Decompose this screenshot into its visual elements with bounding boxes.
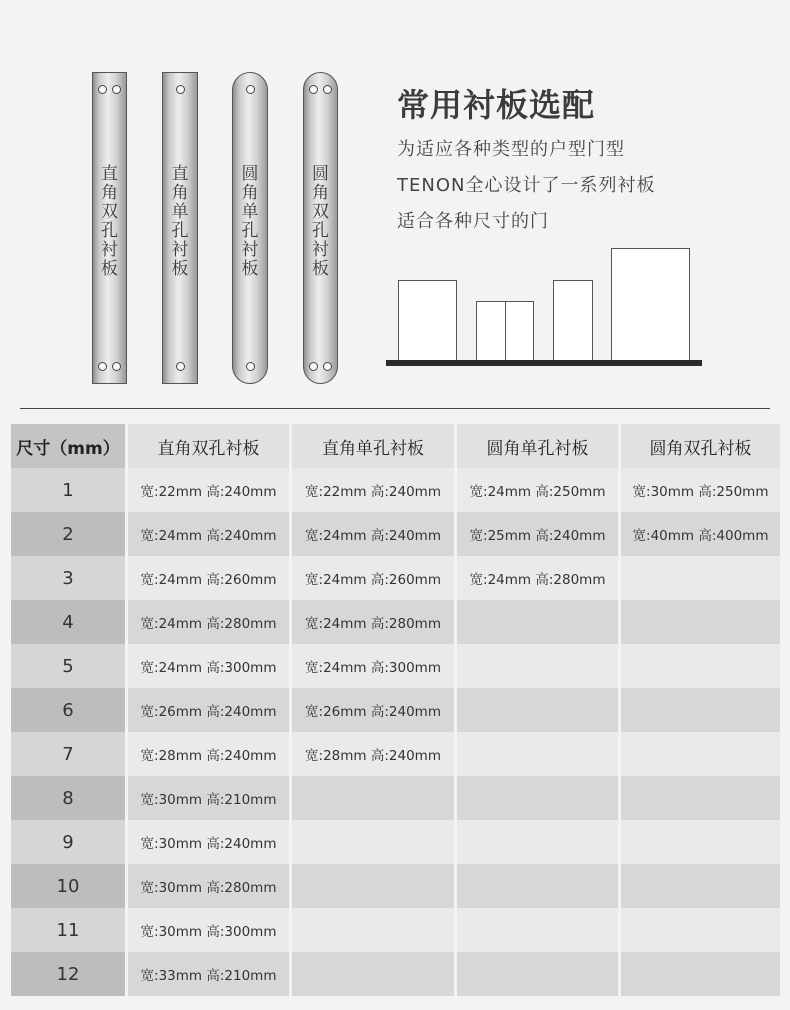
table-row: [11, 732, 780, 776]
table-cell: 宽:30mm 高:300mm: [128, 908, 292, 952]
table-cell: [292, 864, 457, 908]
hole-icon: [246, 362, 255, 371]
row-size-number: 1: [11, 468, 128, 512]
hole-icon: [323, 362, 332, 371]
table-cell: [457, 864, 621, 908]
table-row: [11, 600, 780, 644]
table-cell: 宽:24mm 高:280mm: [292, 600, 457, 644]
hole-icon: [98, 85, 107, 94]
table-cell: 宽:24mm 高:300mm: [128, 644, 292, 688]
table-cell: [457, 688, 621, 732]
description-line: 适合各种尺寸的门: [397, 211, 549, 232]
row-size-number: 3: [11, 556, 128, 600]
hole-icon: [309, 362, 318, 371]
plate-label: 圆 角 单 孔 衬 板: [241, 164, 259, 279]
table-cell: 宽:25mm 高:240mm: [457, 512, 621, 556]
table-cell: 宽:30mm 高:210mm: [128, 776, 292, 820]
table-cell: 宽:24mm 高:250mm: [457, 468, 621, 512]
table-cell: [457, 600, 621, 644]
door-illustration-double-left: [476, 301, 506, 362]
table-cell: [292, 952, 457, 996]
table-cell: [621, 644, 780, 688]
table-cell: 宽:26mm 高:240mm: [128, 688, 292, 732]
row-size-number: 10: [11, 864, 128, 908]
table-row: [11, 512, 780, 556]
plate-label: 直 角 单 孔 衬 板: [171, 164, 189, 279]
table-cell: [621, 864, 780, 908]
row-size-number: 2: [11, 512, 128, 556]
description-line: 为适应各种类型的户型门型: [397, 139, 625, 160]
hole-icon: [176, 85, 185, 94]
table-row: [11, 644, 780, 688]
table-cell: 宽:26mm 高:240mm: [292, 688, 457, 732]
header-square-single: 直角单孔衬板: [292, 424, 457, 468]
table-cell: 宽:24mm 高:300mm: [292, 644, 457, 688]
table-cell: 宽:30mm 高:280mm: [128, 864, 292, 908]
table-cell: 宽:40mm 高:400mm: [621, 512, 780, 556]
plate-round-single: [232, 72, 268, 384]
hole-icon: [112, 362, 121, 371]
door-illustration-large: [611, 248, 690, 362]
row-size-number: 8: [11, 776, 128, 820]
header-size: 尺寸（mm）: [11, 424, 128, 468]
table-cell: 宽:28mm 高:240mm: [128, 732, 292, 776]
hole-icon: [309, 85, 318, 94]
header-round-double: 圆角双孔衬板: [621, 424, 780, 468]
table-cell: [457, 952, 621, 996]
hole-icon: [98, 362, 107, 371]
table-row: [11, 468, 780, 512]
table-cell: 宽:33mm 高:210mm: [128, 952, 292, 996]
row-size-number: 9: [11, 820, 128, 864]
plate-square-double: [92, 72, 127, 384]
table-header-row: [11, 424, 780, 468]
section-divider: [20, 408, 770, 409]
hole-icon: [246, 85, 255, 94]
plate-label: 圆 角 双 孔 衬 板: [312, 164, 329, 279]
door-illustration-medium: [553, 280, 593, 362]
table-row: [11, 556, 780, 600]
table-cell: [621, 952, 780, 996]
table-cell: [621, 688, 780, 732]
table-cell: 宽:30mm 高:250mm: [621, 468, 780, 512]
table-row: [11, 952, 780, 996]
table-cell: [457, 908, 621, 952]
row-size-number: 4: [11, 600, 128, 644]
row-size-number: 7: [11, 732, 128, 776]
table-cell: [621, 820, 780, 864]
table-cell: 宽:28mm 高:240mm: [292, 732, 457, 776]
table-cell: 宽:24mm 高:240mm: [292, 512, 457, 556]
plate-label: 直 角 双 孔 衬 板: [101, 164, 118, 279]
row-size-number: 11: [11, 908, 128, 952]
row-size-number: 12: [11, 952, 128, 996]
description-line: TENON全心设计了一系列衬板: [397, 175, 656, 196]
table-row: [11, 908, 780, 952]
plate-round-double: [303, 72, 338, 384]
table-cell: 宽:24mm 高:260mm: [128, 556, 292, 600]
header-round-single: 圆角单孔衬板: [457, 424, 621, 468]
hole-icon: [176, 362, 185, 371]
table-cell: 宽:22mm 高:240mm: [128, 468, 292, 512]
table-row: [11, 820, 780, 864]
table-cell: 宽:24mm 高:280mm: [128, 600, 292, 644]
plate-square-single: [162, 72, 198, 384]
table-cell: [457, 644, 621, 688]
door-illustration-single: [398, 280, 457, 362]
size-table: [11, 424, 780, 996]
table-cell: [292, 820, 457, 864]
table-cell: [457, 776, 621, 820]
row-size-number: 6: [11, 688, 128, 732]
table-cell: [292, 776, 457, 820]
table-cell: 宽:30mm 高:240mm: [128, 820, 292, 864]
door-illustration-double-right: [505, 301, 534, 362]
table-cell: [457, 820, 621, 864]
hole-icon: [323, 85, 332, 94]
table-cell: [292, 908, 457, 952]
table-cell: 宽:22mm 高:240mm: [292, 468, 457, 512]
hole-icon: [112, 85, 121, 94]
table-cell: [621, 600, 780, 644]
page-title: 常用衬板选配: [397, 86, 596, 124]
floor-line: [386, 360, 702, 366]
header-square-double: 直角双孔衬板: [128, 424, 292, 468]
table-cell: [621, 908, 780, 952]
table-cell: 宽:24mm 高:260mm: [292, 556, 457, 600]
table-cell: 宽:24mm 高:240mm: [128, 512, 292, 556]
table-cell: [621, 556, 780, 600]
table-row: [11, 864, 780, 908]
table-row: [11, 776, 780, 820]
table-cell: [621, 732, 780, 776]
table-cell: 宽:24mm 高:280mm: [457, 556, 621, 600]
row-size-number: 5: [11, 644, 128, 688]
table-cell: [457, 732, 621, 776]
table-row: [11, 688, 780, 732]
table-cell: [621, 776, 780, 820]
